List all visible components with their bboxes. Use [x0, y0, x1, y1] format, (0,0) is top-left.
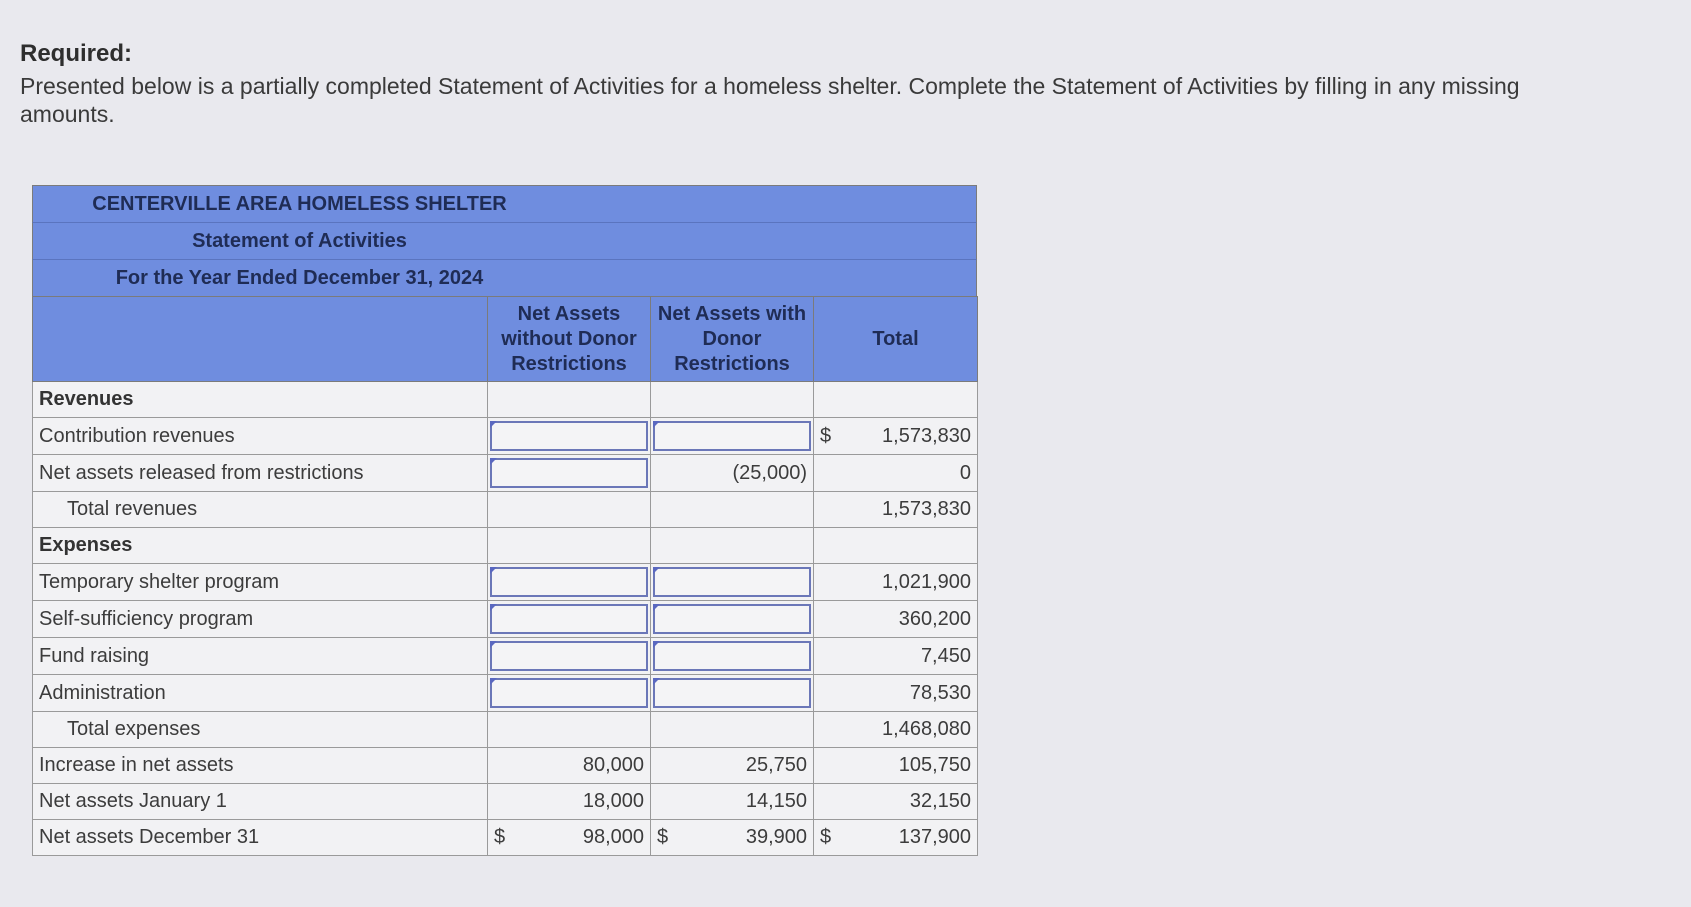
currency-symbol: $	[494, 826, 506, 848]
row-label: Self-sufficiency program	[33, 601, 488, 638]
table-row	[33, 638, 978, 675]
table-row	[33, 455, 978, 492]
table-row	[33, 418, 978, 455]
released-total: 0	[814, 455, 978, 492]
table-row	[33, 675, 978, 712]
fund-raising-without-input[interactable]	[490, 641, 648, 671]
self-suff-total: 360,200	[814, 601, 978, 638]
dec31-total: 137,900	[898, 826, 971, 848]
total-expenses-total: 1,468,080	[814, 712, 978, 748]
currency-symbol: $	[820, 826, 832, 848]
total-revenues-total: 1,573,830	[814, 492, 978, 528]
instructions-text: Presented below is a partially completed Statement of Activities for a homeless shelter. Complete the Statement of Activities by filling in any missing amounts.	[20, 73, 1520, 127]
currency-symbol: $	[820, 424, 832, 447]
statement-period: For the Year Ended December 31, 2024	[32, 259, 977, 296]
jan1-total: 32,150	[814, 784, 978, 820]
expenses-header-row	[33, 528, 978, 564]
released-with-value: (25,000)	[651, 455, 814, 492]
admin-total: 78,530	[814, 675, 978, 712]
table-row	[33, 712, 978, 748]
header-total: Total	[814, 297, 978, 382]
row-label: Increase in net assets	[33, 748, 488, 784]
increase-total: 105,750	[814, 748, 978, 784]
row-label: Total revenues	[33, 492, 488, 528]
activities-table	[32, 296, 978, 856]
jan1-with: 14,150	[651, 784, 814, 820]
row-label: Net assets released from restrictions	[33, 455, 488, 492]
contribution-without-input[interactable]	[490, 421, 648, 451]
self-suff-with-input[interactable]	[653, 604, 811, 634]
org-name: CENTERVILLE AREA HOMELESS SHELTER	[32, 185, 977, 222]
header-without-restrictions: Net Assets without Donor Restrictions	[488, 297, 651, 382]
table-row	[33, 784, 978, 820]
row-label: Temporary shelter program	[33, 564, 488, 601]
row-label: Administration	[33, 675, 488, 712]
row-label: Total expenses	[33, 712, 488, 748]
temp-shelter-without-input[interactable]	[490, 567, 648, 597]
table-row	[33, 748, 978, 784]
increase-without: 80,000	[488, 748, 651, 784]
temp-shelter-with-input[interactable]	[653, 567, 811, 597]
row-label: Net assets January 1	[33, 784, 488, 820]
row-label: Fund raising	[33, 638, 488, 675]
contribution-with-input[interactable]	[653, 421, 811, 451]
admin-with-input[interactable]	[653, 678, 811, 708]
header-with-restrictions: Net Assets with Donor Restrictions	[651, 297, 814, 382]
fund-raising-with-input[interactable]	[653, 641, 811, 671]
dec31-without: 98,000	[582, 826, 644, 848]
increase-with: 25,750	[651, 748, 814, 784]
statement-of-activities	[32, 185, 977, 856]
temp-shelter-total: 1,021,900	[814, 564, 978, 601]
contribution-total: 1,573,830	[882, 424, 971, 447]
revenues-header: Revenues	[33, 382, 488, 418]
admin-without-input[interactable]	[490, 678, 648, 708]
dec31-with: 39,900	[745, 826, 807, 848]
fund-raising-total: 7,450	[814, 638, 978, 675]
table-row	[33, 492, 978, 528]
table-row	[33, 601, 978, 638]
required-heading: Required:	[20, 40, 133, 67]
revenues-header-row	[33, 382, 978, 418]
expenses-header: Expenses	[33, 528, 488, 564]
self-suff-without-input[interactable]	[490, 604, 648, 634]
jan1-without: 18,000	[488, 784, 651, 820]
table-row	[33, 564, 978, 601]
released-without-input[interactable]	[490, 458, 648, 488]
instructions	[20, 40, 1580, 128]
statement-title: Statement of Activities	[32, 222, 977, 259]
header-label-blank	[33, 297, 488, 382]
row-label: Contribution revenues	[33, 418, 488, 455]
column-header-row	[33, 297, 978, 382]
table-row	[33, 820, 978, 856]
currency-symbol: $	[657, 826, 669, 848]
row-label: Net assets December 31	[33, 820, 488, 856]
